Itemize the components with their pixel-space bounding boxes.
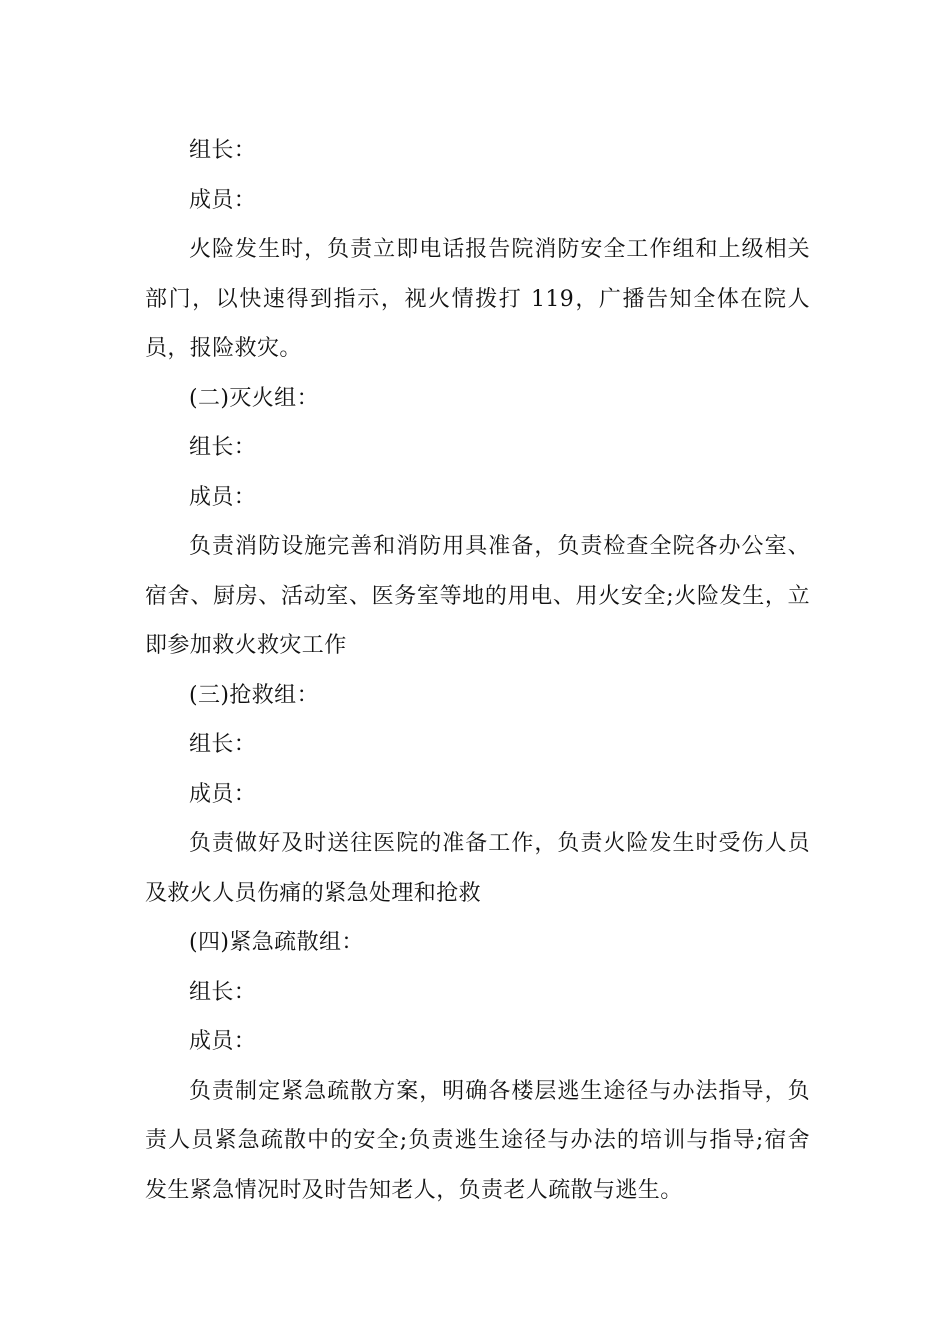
section-heading-evacuation: (四)紧急疏散组：	[189, 930, 364, 955]
firefighting-leader-line: 组长：	[189, 435, 257, 460]
section-heading-rescue: (三)抢救组：	[189, 682, 319, 708]
document-body	[145, 126, 810, 1215]
firefighting-members-line: 成员：	[189, 484, 257, 510]
firefighting-duty-paragraph: 负责消防设施完善和消防用具准备，负责检查全院各办公室、宿舍、厨房、活动室、医务室等地的用电、用火安全;火险发生，立即参加救火救灾工作	[145, 534, 810, 658]
rescue-members-line: 成员：	[189, 781, 257, 807]
evacuation-leader-line: 组长：	[189, 979, 257, 1005]
fire-team-leader-line: 组长：	[189, 138, 257, 163]
fire-team-members-line: 成员：	[189, 187, 257, 213]
section-heading-firefighting: (二)灭火组：	[189, 385, 319, 411]
alarm-team-duty-paragraph: 火险发生时，负责立即电话报告院消防安全工作组和上级相关部门，以快速得到指示，视火情拨打 119，广播告知全体在院人员，报险救灾。	[145, 237, 810, 361]
rescue-duty-paragraph: 负责做好及时送往医院的准备工作，负责火险发生时受伤人员及救火人员伤痛的紧急处理和抢救	[145, 831, 810, 906]
rescue-leader-line: 组长：	[189, 732, 257, 757]
evacuation-members-line: 成员：	[189, 1029, 257, 1054]
evacuation-duty-paragraph: 负责制定紧急疏散方案，明确各楼层逃生途径与办法指导，负责人员紧急疏散中的安全;负责逃生途径与办法的培训与指导;宿舍发生紧急情况时及时告知老人，负责老人疏散与逃生。	[145, 1078, 810, 1203]
